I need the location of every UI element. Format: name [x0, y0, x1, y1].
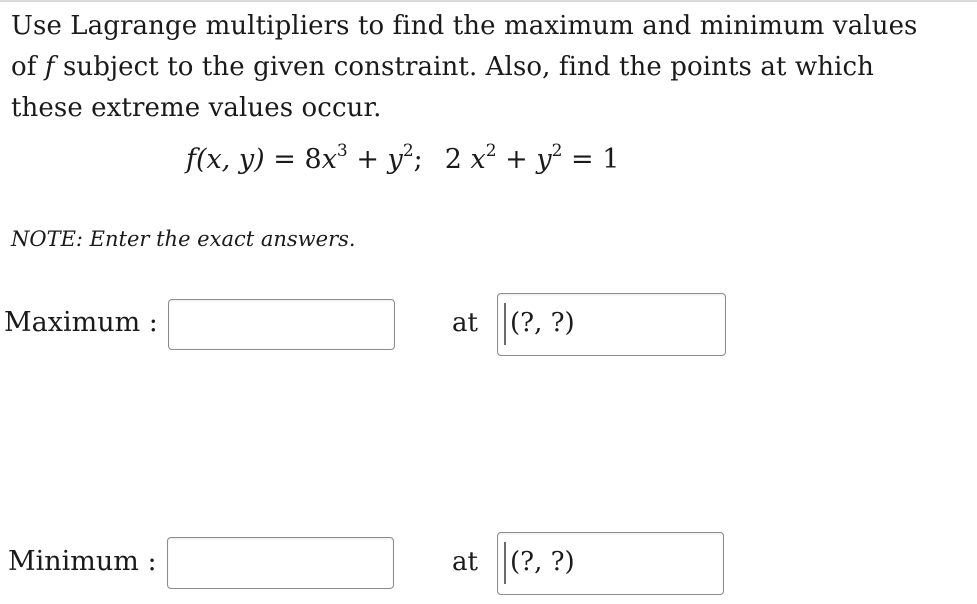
formula-equals: = 8 [264, 144, 322, 175]
constraint-x: x [470, 144, 486, 175]
function-symbol: f [44, 52, 55, 82]
maximum-label: Maximum : [4, 307, 158, 338]
formula-f: f [186, 144, 196, 175]
maximum-point-placeholder: (?, ?) [510, 308, 575, 338]
constraint-coefficient: 2 [444, 144, 471, 175]
top-divider [0, 0, 977, 2]
formula-y: y [387, 144, 403, 175]
maximum-at-label: at [452, 308, 478, 338]
minimum-label: Minimum : [8, 546, 157, 577]
minimum-point-placeholder: (?, ?) [510, 547, 575, 577]
maximum-value-input[interactable] [168, 299, 395, 350]
formula-x-exponent: 3 [336, 141, 348, 161]
constraint-x-exponent: 2 [485, 141, 497, 161]
formula-plus: + [347, 144, 388, 175]
minimum-point-cursor [504, 542, 506, 584]
question-line-2 [11, 47, 961, 88]
formula-y-exponent: 2 [402, 141, 414, 161]
minimum-at-label: at [452, 547, 478, 577]
question-line-2-end: subject to the given constraint. Also, find the points at which [54, 52, 874, 82]
question-text [11, 6, 961, 129]
constraint-y: y [536, 144, 552, 175]
constraint-y-exponent: 2 [551, 141, 563, 161]
maximum-point-cursor [504, 303, 506, 345]
formula-args: (x, y) [196, 144, 265, 175]
formula-semicolon: ; [413, 144, 423, 175]
constraint-plus: + [496, 144, 537, 175]
constraint-rhs: = 1 [562, 144, 620, 175]
maximum-point-input[interactable] [497, 293, 726, 356]
function-and-constraint-formula [186, 140, 619, 180]
question-line-2-start: of [11, 52, 45, 82]
minimum-point-input[interactable] [497, 532, 724, 595]
question-line-1: Use Lagrange multipliers to find the maximum and minimum values [11, 11, 918, 41]
question-line-3: these extreme values occur. [11, 93, 382, 123]
minimum-value-input[interactable] [167, 537, 394, 589]
formula-x: x [321, 144, 337, 175]
note-text: NOTE: Enter the exact answers. [11, 227, 356, 251]
